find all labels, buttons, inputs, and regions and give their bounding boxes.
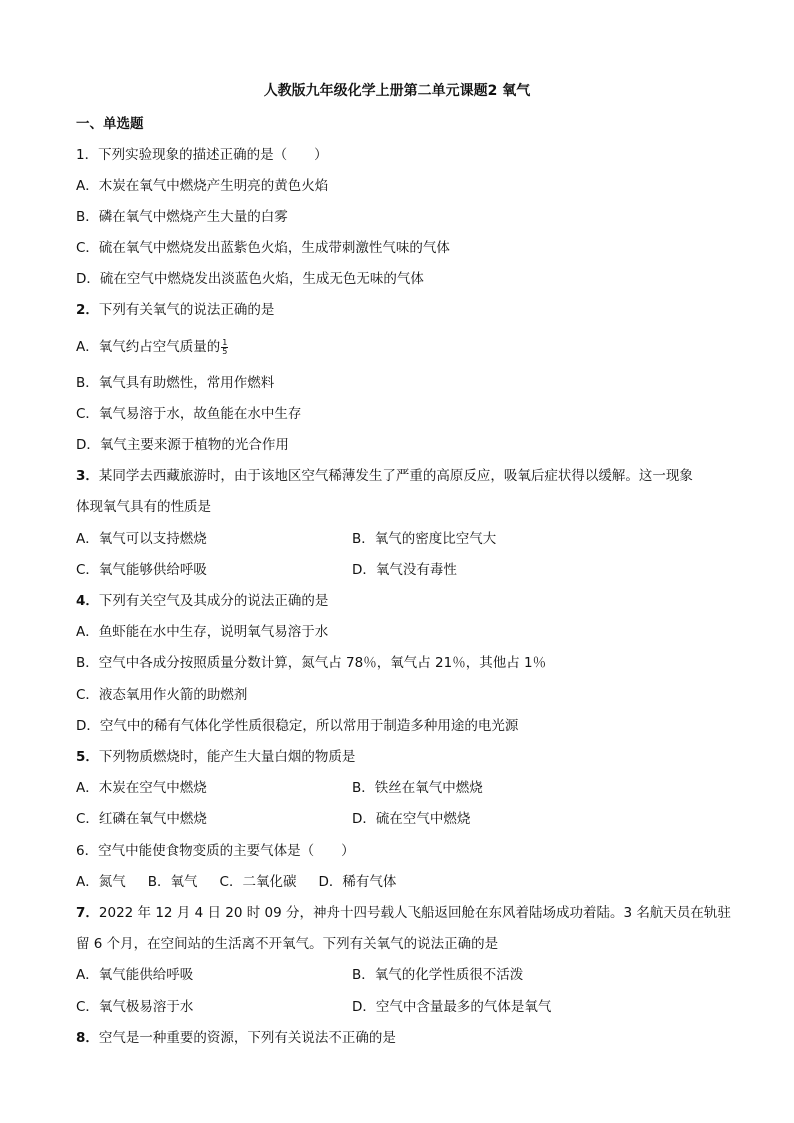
question-3-options-row2 — [76, 561, 457, 579]
question-5-option-a: A．木炭在空气中燃烧 — [76, 780, 207, 796]
question-4-number: 4． — [76, 593, 99, 609]
question-4-option-c: C．液态氧用作火箭的助燃剂 — [76, 687, 248, 703]
question-1-option-b: B．磷在氧气中燃烧产生大量的白雾 — [76, 209, 288, 225]
question-5-number: 5． — [76, 749, 99, 765]
question-2-option-d: D．氧气主要来源于植物的光合作用 — [76, 437, 289, 453]
fraction-one-fifth — [221, 339, 228, 356]
question-2-number: 2． — [76, 302, 99, 318]
question-5-options-row2 — [76, 810, 471, 828]
question-3-option-b: B．氧气的密度比空气大 — [352, 531, 497, 547]
question-2-text: 下列有关氧气的说法正确的是 — [98, 302, 275, 318]
question-4-text: 下列有关空气及其成分的说法正确的是 — [98, 593, 329, 609]
question-6-options — [76, 873, 418, 891]
question-7-options-row1 — [76, 966, 524, 984]
question-3-stem-line2: 体现氧气具有的性质是 — [76, 499, 211, 515]
question-5-text: 下列物质燃烧时，能产生大量白烟的物质是 — [98, 749, 356, 765]
question-7-stem-line2: 留 6 个月，在空间站的生活离不开氧气。下列有关氧气的说法正确的是 — [76, 936, 499, 952]
question-4-option-b: B．空气中各成分按照质量分数计算，氮气占 78％，氧气占 21％，其他占 1％ — [76, 655, 547, 671]
fraction-numerator: 1 — [222, 337, 228, 347]
question-2-stem — [76, 301, 274, 319]
question-5-option-c: C．红磷在氧气中燃烧 — [76, 811, 207, 827]
question-2-option-a-text: A．氧气约占空气质量的 — [76, 339, 221, 355]
fraction-denominator: 5 — [222, 346, 228, 356]
question-6-option-d: D．稀有气体 — [318, 874, 397, 890]
question-1-option-d: D．硫在空气中燃烧发出淡蓝色火焰，生成无色无味的气体 — [76, 271, 424, 287]
question-3-number: 3． — [76, 468, 99, 484]
question-5-option-d: D．硫在空气中燃烧 — [352, 811, 471, 827]
question-6-stem: 6．空气中能使食物变质的主要气体是（ ） — [76, 843, 355, 859]
question-6-option-a: A．氮气 — [76, 874, 126, 890]
question-6-option-c: C．二氧化碳 — [219, 874, 297, 890]
question-7-number: 7． — [76, 905, 99, 921]
question-1-option-a: A．木炭在氧气中燃烧产生明亮的黄色火焰 — [76, 178, 329, 194]
question-3-options-row1 — [76, 530, 497, 548]
question-7-options-row2 — [76, 998, 552, 1016]
section-heading: 一、单选题 — [76, 116, 144, 132]
question-5-option-b: B．铁丝在氧气中燃烧 — [352, 780, 483, 796]
question-4-stem — [76, 592, 328, 610]
question-3-stem-line1 — [76, 467, 693, 485]
question-7-option-c: C．氧气极易溶于水 — [76, 999, 194, 1015]
question-5-stem — [76, 748, 355, 766]
question-3-option-d: D．氧气没有毒性 — [352, 562, 457, 578]
question-8-text: 空气是一种重要的资源，下列有关说法不正确的是 — [98, 1030, 396, 1046]
question-1-option-c: C．硫在氧气中燃烧发出蓝紫色火焰，生成带刺激性气味的气体 — [76, 240, 450, 256]
question-7-text: 2022 年 12 月 4 日 20 时 09 分，神舟十四号载人飞船返回舱在东风着陆场成功着陆。3 名航天员在轨驻 — [98, 905, 731, 921]
question-2-option-b: B．氧气具有助燃性，常用作燃料 — [76, 375, 275, 391]
question-3-text: 某同学去西藏旅游时，由于该地区空气稀薄发生了严重的高原反应，吸氧后症状得以缓解。这一现象 — [98, 468, 693, 484]
question-5-options-row1 — [76, 779, 483, 797]
question-7-stem-line1 — [76, 904, 731, 922]
question-8-number: 8． — [76, 1030, 99, 1046]
question-1-stem: 1．下列实验现象的描述正确的是（ ） — [76, 147, 328, 163]
question-8-stem — [76, 1029, 396, 1047]
question-2-option-a — [76, 338, 228, 356]
question-3-option-a: A．氧气可以支持燃烧 — [76, 531, 207, 547]
question-2-option-c: C．氧气易溶于水，故鱼能在水中生存 — [76, 406, 302, 422]
question-4-option-a: A．鱼虾能在水中生存，说明氧气易溶于水 — [76, 624, 329, 640]
question-4-option-d: D．空气中的稀有气体化学性质很稳定，所以常用于制造多种用途的电光源 — [76, 718, 519, 734]
question-7-option-b: B．氧气的化学性质很不活泼 — [352, 967, 524, 983]
document-title: 人教版九年级化学上册第二单元课题2 氧气 — [263, 83, 531, 99]
question-6-option-b: B．氧气 — [147, 874, 198, 890]
question-7-option-d: D．空气中含量最多的气体是氧气 — [352, 999, 552, 1015]
question-7-option-a: A．氧气能供给呼吸 — [76, 967, 194, 983]
question-3-option-c: C．氧气能够供给呼吸 — [76, 562, 207, 578]
